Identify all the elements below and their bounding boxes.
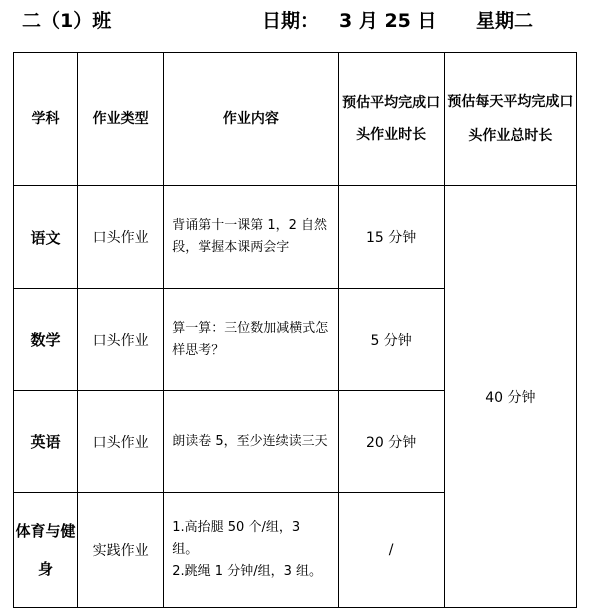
duration-cell: / [338, 493, 444, 608]
table-header-row [14, 53, 577, 186]
type-cell: 实践作业 [78, 493, 164, 608]
header-daily-total: 预估每天平均完成口头作业总时长 [444, 53, 576, 186]
homework-table [13, 52, 577, 608]
type-cell: 口头作业 [78, 289, 164, 391]
subject-cell: 英语 [14, 391, 78, 493]
subject-cell: 体育与健身 [14, 493, 78, 608]
content-line: 2.跳绳 1 分钟/组，3 组。 [172, 564, 322, 579]
type-cell: 口头作业 [78, 186, 164, 289]
daily-total-cell: 40 分钟 [444, 186, 576, 608]
class-name: 二（1）班 [22, 10, 112, 32]
header-type: 作业类型 [78, 53, 164, 186]
header-subject: 学科 [14, 53, 78, 186]
date-label: 日期： [262, 10, 320, 32]
content-cell: 算一算：三位数加减横式怎样思考？ [164, 289, 338, 391]
content-cell [164, 493, 338, 608]
table-row [14, 186, 577, 289]
type-cell: 口头作业 [78, 391, 164, 493]
duration-cell: 20 分钟 [338, 391, 444, 493]
duration-cell: 5 分钟 [338, 289, 444, 391]
duration-cell: 15 分钟 [338, 186, 444, 289]
weekday: 星期二 [476, 10, 534, 32]
subject-cell: 语文 [14, 186, 78, 289]
header-estimated-duration: 预估平均完成口头作业时长 [338, 53, 444, 186]
date-value: 3 月 25 日 [339, 10, 437, 32]
page-header [0, 0, 597, 48]
content-cell: 背诵第十一课第 1，2 自然段，掌握本课两会字 [164, 186, 338, 289]
header-content: 作业内容 [164, 53, 338, 186]
content-cell: 朗读卷 5，至少连续读三天 [164, 391, 338, 493]
content-line: 1.高抬腿 50 个/组，3 组。 [172, 520, 301, 557]
subject-cell: 数学 [14, 289, 78, 391]
